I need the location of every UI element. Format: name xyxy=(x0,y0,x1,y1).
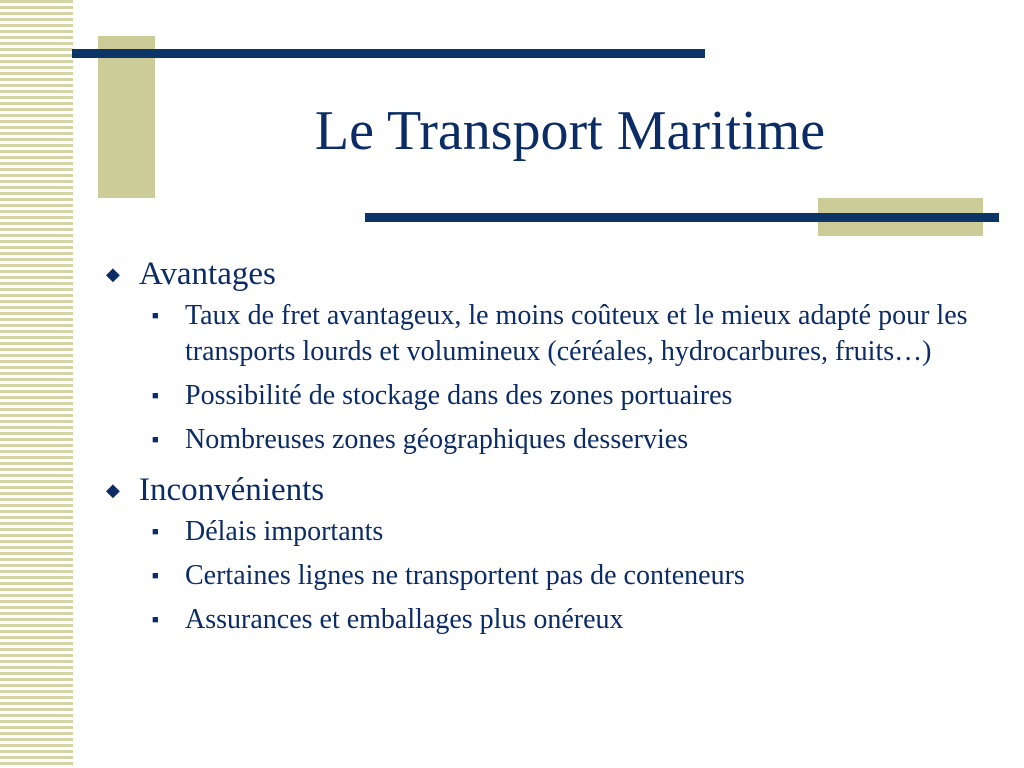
decorative-line-bottom xyxy=(365,213,999,222)
list-item xyxy=(152,298,986,370)
decorative-stripes xyxy=(0,0,73,768)
section-inconvenients xyxy=(106,466,986,638)
slide-title: Le Transport Maritime xyxy=(314,100,826,162)
list-item-text: Assurances et emballages plus onéreux xyxy=(185,604,624,635)
decorative-block-top xyxy=(98,36,155,198)
square-bullet-icon: ■ xyxy=(152,570,159,582)
list-item-text: Certaines lignes ne transportent pas de conteneurs xyxy=(185,560,745,591)
diamond-bullet-icon: ◆ xyxy=(106,264,120,284)
list-item xyxy=(152,378,986,414)
list-item xyxy=(152,422,986,458)
list-item xyxy=(152,514,986,550)
slide-content xyxy=(106,250,986,646)
section-avantages xyxy=(106,250,986,458)
section-label: Inconvénients xyxy=(139,472,325,508)
square-bullet-icon: ■ xyxy=(152,526,159,538)
diamond-bullet-icon: ◆ xyxy=(106,480,120,500)
list-item-text: Nombreuses zones géographiques desservies xyxy=(185,424,689,455)
list-item-text: Possibilité de stockage dans des zones portuaires xyxy=(185,380,733,411)
list-item xyxy=(152,558,986,594)
section-label: Avantages xyxy=(139,256,276,292)
list-item-text: Taux de fret avantageux, le moins coûteux et le mieux adapté pour les transports lourds et volumineux (céréales, hydrocarbures, fruits…) xyxy=(185,300,968,367)
square-bullet-icon: ■ xyxy=(152,310,159,322)
list-item-text: Délais importants xyxy=(185,516,384,547)
item-list xyxy=(106,298,986,458)
item-list xyxy=(106,514,986,638)
list-item xyxy=(152,602,986,638)
decorative-line-top xyxy=(72,49,705,58)
section-heading xyxy=(106,466,986,514)
square-bullet-icon: ■ xyxy=(152,390,159,402)
square-bullet-icon: ■ xyxy=(152,614,159,626)
square-bullet-icon: ■ xyxy=(152,434,159,446)
section-heading xyxy=(106,250,986,298)
